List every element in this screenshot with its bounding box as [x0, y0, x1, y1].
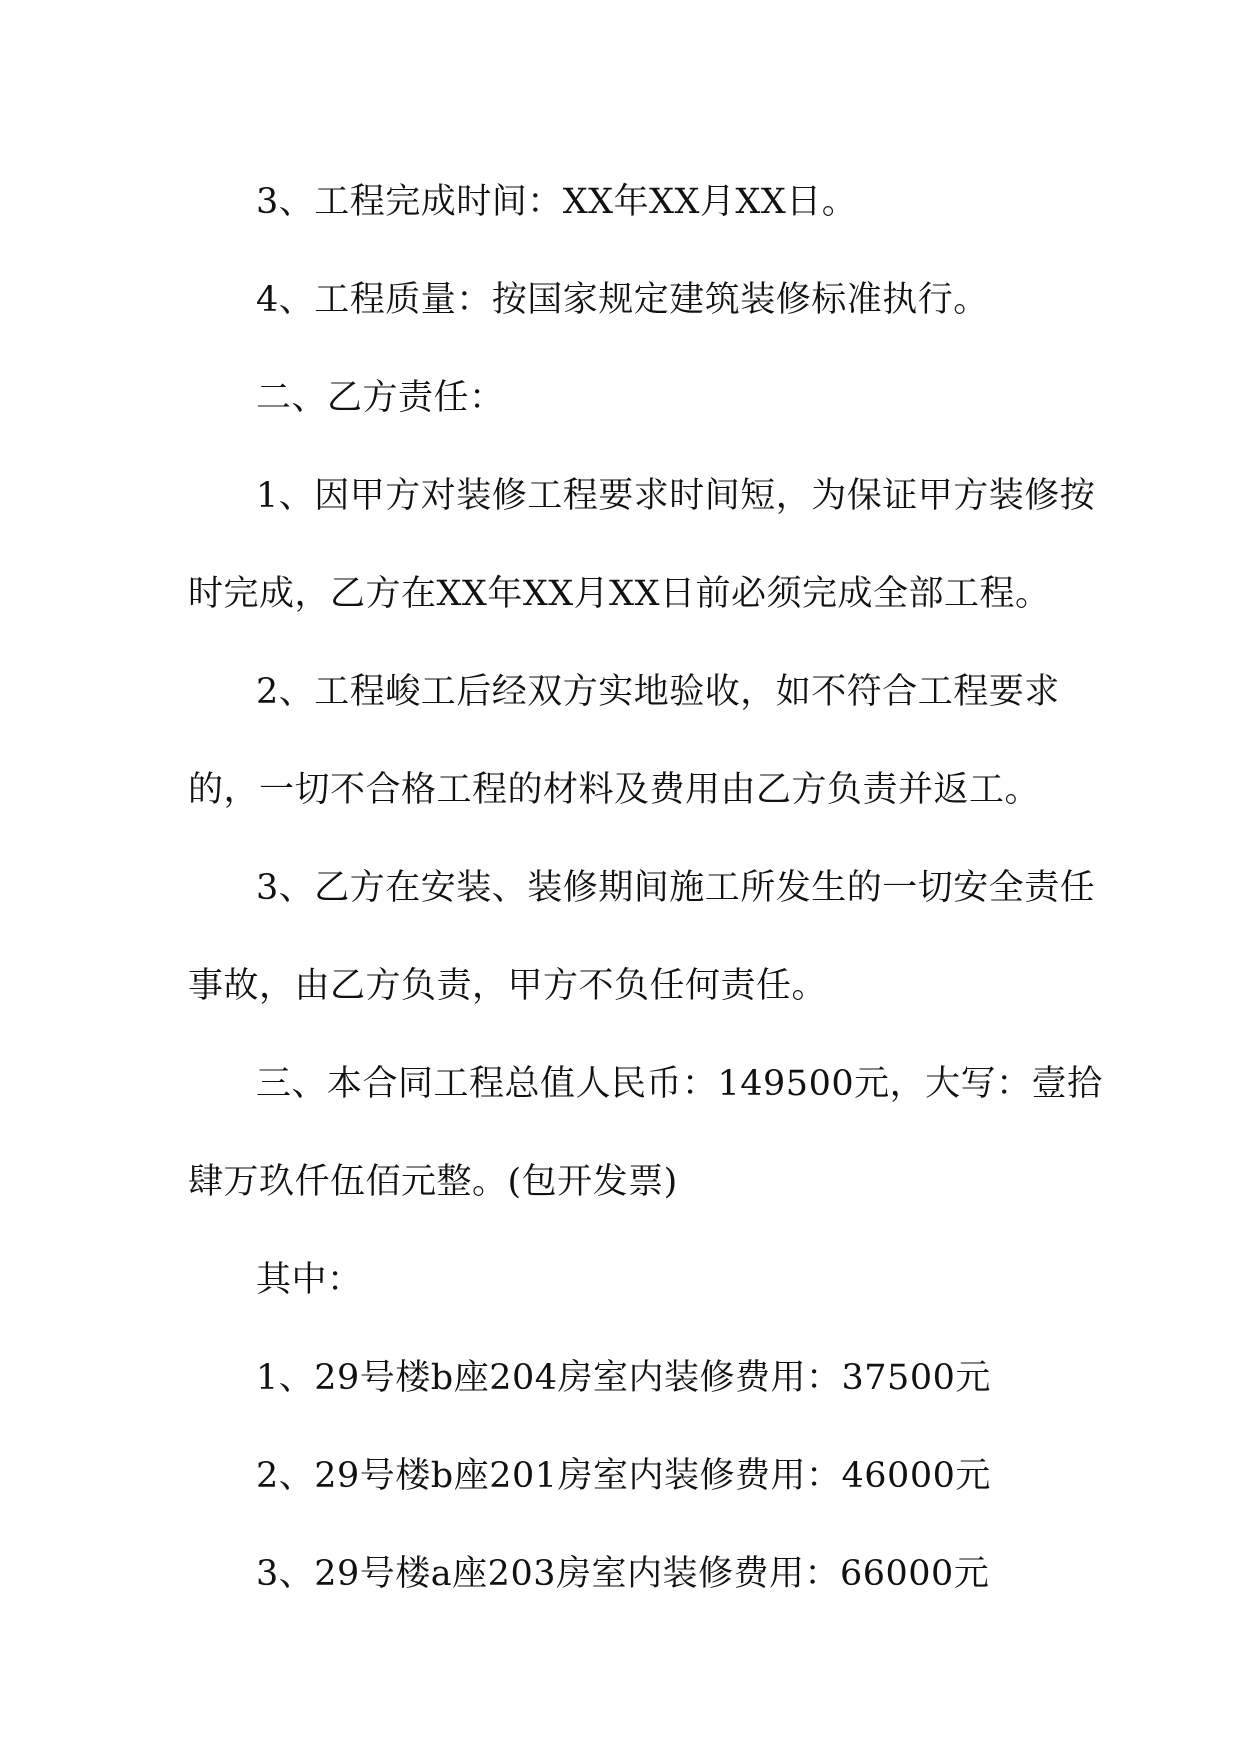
text-line: 3、工程完成时间：XX年XX月XX日。: [256, 182, 858, 222]
text-line: 2、工程峻工后经双方实地验收，如不符合工程要求: [256, 672, 1060, 712]
section-heading: 二、乙方责任：: [256, 378, 505, 418]
text-line: 事故，由乙方负责，甲方不负任何责任。: [188, 966, 828, 1006]
list-item: 1、29号楼b座204房室内装修费用：37500元: [256, 1358, 991, 1398]
text-line: 肆万玖仟伍佰元整。(包开发票): [188, 1162, 678, 1202]
list-item: 3、29号楼a座203房室内装修费用：66000元: [256, 1554, 990, 1594]
text-line: 时完成，乙方在XX年XX月XX日前必须完成全部工程。: [188, 574, 1051, 614]
text-line: 1、因甲方对装修工程要求时间短，为保证甲方装修按: [256, 476, 1096, 516]
text-line: 的，一切不合格工程的材料及费用由乙方负责并返工。: [188, 770, 1041, 810]
section-heading: 三、本合同工程总值人民币：149500元，大写：壹拾: [256, 1064, 1103, 1104]
list-item: 2、29号楼b座201房室内装修费用：46000元: [256, 1456, 991, 1496]
text-line: 其中：: [256, 1260, 363, 1300]
text-line: 3、乙方在安装、装修期间施工所发生的一切安全责任: [256, 868, 1096, 908]
text-line: 4、工程质量：按国家规定建筑装修标准执行。: [256, 280, 989, 320]
